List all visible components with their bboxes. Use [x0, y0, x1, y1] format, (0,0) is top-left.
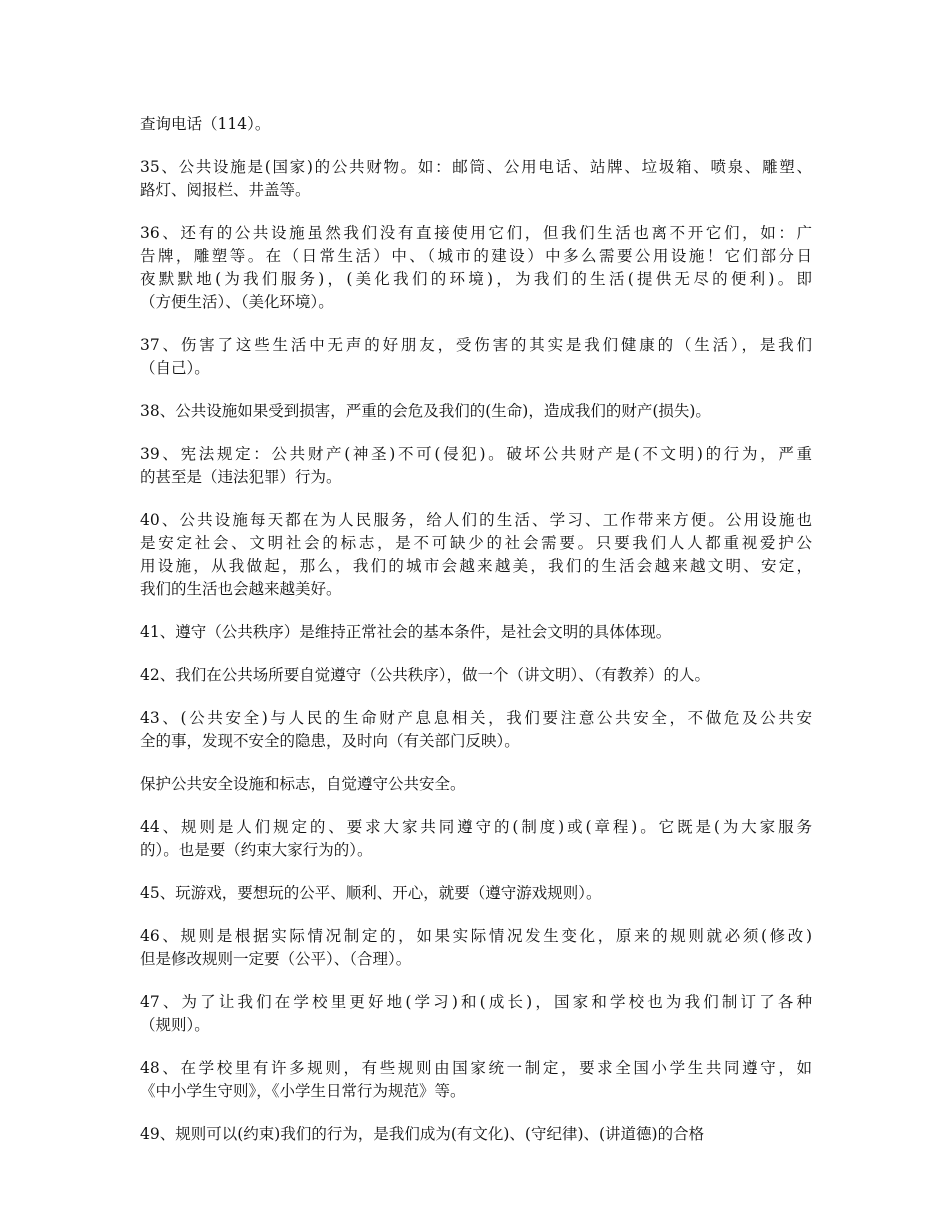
text-line: 37、伤害了这些生活中无声的好朋友，受伤害的其实是我们健康的（生活），是我们 [140, 336, 812, 354]
paragraph [140, 773, 812, 796]
text-line: 47、为了让我们在学校里更好地(学习)和(成长)，国家和学校也为我们制订了各种 [140, 993, 812, 1011]
text-line: 46、规则是根据实际情况制定的，如果实际情况发生变化，原来的规则就必须(修改) [140, 927, 812, 945]
text-line: 43、(公共安全)与人民的生命财产息息相关，我们要注意公共安全，不做危及公共安 [140, 709, 812, 727]
paragraph [140, 156, 812, 202]
text-line: 的甚至是（违法犯罪）行为。 [140, 468, 342, 486]
paragraph [140, 222, 812, 314]
text-line: 告牌，雕塑等。在（日常生活）中、（城市的建设）中多么需要公用设施！它们部分日 [140, 247, 812, 265]
paragraph [140, 443, 812, 489]
paragraph [140, 621, 812, 644]
paragraph [140, 816, 812, 862]
text-line: （方便生活）、（美化环境）。 [140, 293, 334, 311]
paragraph [140, 1057, 812, 1103]
text-line: 我们的生活也会越来越美好。 [140, 580, 342, 598]
paragraph [140, 509, 812, 601]
text-line: 45、玩游戏，要想玩的公平、顺利、开心，就要（遵守游戏规则）。 [140, 884, 602, 902]
text-line: 是安定社会、文明社会的标志，是不可缺少的社会需要。只要我们人人都重视爱护公 [140, 534, 812, 552]
text-line: 38、公共设施如果受到损害，严重的会危及我们的(生命)，造成我们的财产(损失)。 [140, 402, 711, 420]
paragraph [140, 1123, 812, 1146]
text-line: 48、在学校里有许多规则，有些规则由国家统一制定，要求全国小学生共同遵守，如 [140, 1059, 812, 1077]
document-page [140, 113, 812, 1166]
text-line: 用设施，从我做起，那么，我们的城市会越来越美，我们的生活会越来越文明、安定， [140, 557, 812, 575]
text-line: （规则）。 [140, 1016, 210, 1034]
text-line: 40、公共设施每天都在为人民服务，给人们的生活、学习、工作带来方便。公用设施也 [140, 511, 812, 529]
text-line: 全的事，发现不安全的隐患，及时向（有关部门反映）。 [140, 732, 520, 750]
text-line: 《中小学生守则》，《小学生日常行为规范》等。 [140, 1082, 466, 1100]
paragraph [140, 882, 812, 905]
text-line: 夜默默地(为我们服务)，(美化我们的环境)，为我们的生活(提供无尽的便利)。即 [140, 270, 812, 288]
paragraph [140, 664, 812, 687]
paragraph [140, 991, 812, 1037]
paragraph [140, 400, 812, 423]
text-line: 的）。也是要（约束大家行为的）。 [140, 841, 373, 859]
paragraph [140, 334, 812, 380]
text-line: 路灯、阅报栏、井盖等。 [140, 181, 311, 199]
text-line: 44、规则是人们规定的、要求大家共同遵守的(制度)或(章程)。它既是(为大家服务 [140, 818, 812, 836]
text-line: （自己）。 [140, 359, 210, 377]
text-line: 39、宪法规定：公共财产(神圣)不可(侵犯)。破坏公共财产是(不文明)的行为，严重 [140, 445, 812, 463]
text-line: 41、遵守（公共秩序）是维持正常社会的基本条件，是社会文明的具体体现。 [140, 623, 672, 641]
text-line: 保护公共安全设施和标志，自觉遵守公共安全。 [140, 775, 466, 793]
paragraph [140, 707, 812, 753]
text-line: 42、我们在公共场所要自觉遵守（公共秩序），做一个（讲文明）、（有教养）的人。 [140, 666, 710, 684]
paragraph [140, 925, 812, 971]
paragraph [140, 113, 812, 136]
text-line: 查询电话（114）。 [140, 115, 271, 133]
text-line: 但是修改规则一定要（公平）、（合理）。 [140, 950, 412, 968]
text-line: 36、还有的公共设施虽然我们没有直接使用它们，但我们生活也离不开它们，如：广 [140, 224, 812, 242]
text-line: 49、规则可以(约束)我们的行为，是我们成为(有文化)、(守纪律)、(讲道德)的合格 [140, 1125, 705, 1143]
text-line: 35、公共设施是(国家)的公共财物。如：邮筒、公用电话、站牌、垃圾箱、喷泉、雕塑、 [140, 158, 812, 176]
